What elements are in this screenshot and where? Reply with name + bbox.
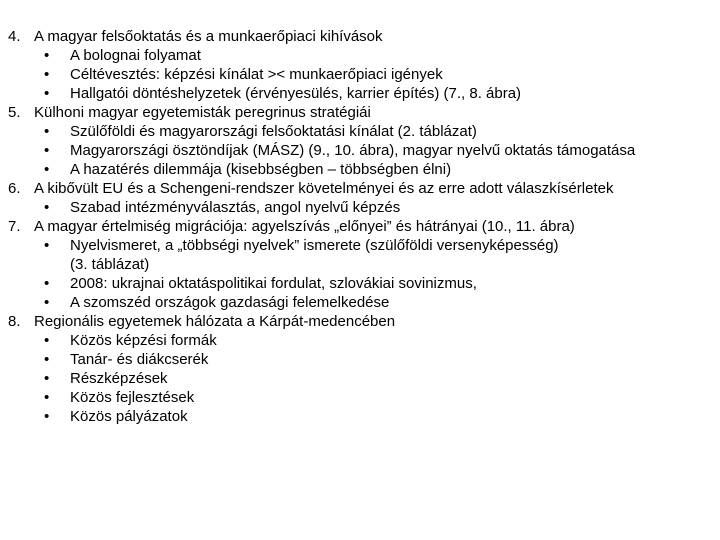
section-number: 6. bbox=[8, 180, 21, 197]
bullet-dot-icon: • bbox=[44, 85, 50, 102]
outline-section bbox=[0, 312, 720, 426]
section-number: 4. bbox=[8, 28, 21, 45]
outline-section bbox=[0, 27, 720, 103]
bullet-text: 2008: ukrajnai oktatáspolitikai fordulat, szlovákiai sovinizmus, bbox=[70, 275, 477, 292]
bullet-list bbox=[0, 122, 720, 179]
bullet-dot-icon: • bbox=[44, 47, 50, 64]
section-title: A magyar értelmiség migrációja: agyelszívás „előnyei” és hátrányai (10., 11. ábra) bbox=[34, 218, 575, 235]
bullet-item bbox=[0, 46, 710, 65]
bullet-item bbox=[0, 65, 710, 84]
bullet-item bbox=[0, 407, 710, 426]
bullet-dot-icon: • bbox=[44, 199, 50, 216]
bullet-dot-icon: • bbox=[44, 275, 50, 292]
bullet-item bbox=[0, 236, 710, 274]
bullet-dot-icon: • bbox=[44, 408, 50, 425]
section-heading bbox=[0, 103, 720, 122]
bullet-dot-icon: • bbox=[44, 351, 50, 368]
bullet-text: Részképzések bbox=[70, 370, 168, 387]
bullet-text: A bolognai folyamat bbox=[70, 47, 201, 64]
bullet-item bbox=[0, 141, 710, 160]
section-heading bbox=[0, 27, 720, 46]
bullet-dot-icon: • bbox=[44, 389, 50, 406]
bullet-item bbox=[0, 388, 710, 407]
bullet-text: Tanár- és diákcserék bbox=[70, 351, 209, 368]
bullet-item bbox=[0, 160, 710, 179]
bullet-dot-icon: • bbox=[44, 332, 50, 349]
bullet-item bbox=[0, 122, 710, 141]
bullet-item bbox=[0, 198, 710, 217]
section-number: 8. bbox=[8, 313, 21, 330]
bullet-text: Céltévesztés: képzési kínálat >< munkaerőpiaci igények bbox=[70, 66, 443, 83]
bullet-list bbox=[0, 236, 720, 312]
section-title: Külhoni magyar egyetemisták peregrinus stratégiái bbox=[34, 104, 371, 121]
bullet-text: Magyarországi ösztöndíjak (MÁSZ) (9., 10. ábra), magyar nyelvű oktatás támogatása bbox=[70, 142, 636, 159]
bullet-list bbox=[0, 198, 720, 217]
bullet-dot-icon: • bbox=[44, 370, 50, 387]
bullet-text: Nyelvismeret, a „többségi nyelvek” ismerete (szülőföldi versenyképesség) (3. táblázat) bbox=[70, 237, 559, 273]
section-number: 7. bbox=[8, 218, 21, 235]
outline-section bbox=[0, 179, 720, 217]
bullet-dot-icon: • bbox=[44, 142, 50, 159]
bullet-item bbox=[0, 274, 710, 293]
outline-list bbox=[0, 27, 720, 426]
bullet-item bbox=[0, 331, 710, 350]
section-heading bbox=[0, 217, 720, 236]
section-title: A magyar felsőoktatás és a munkaerőpiaci kihívások bbox=[34, 28, 383, 45]
bullet-item bbox=[0, 84, 710, 103]
outline-section bbox=[0, 103, 720, 179]
bullet-text: Hallgatói döntéshelyzetek (érvényesülés, karrier építés) (7., 8. ábra) bbox=[70, 85, 522, 102]
bullet-dot-icon: • bbox=[44, 66, 50, 83]
bullet-dot-icon: • bbox=[44, 161, 50, 178]
section-number: 5. bbox=[8, 104, 21, 121]
section-heading bbox=[0, 179, 720, 198]
bullet-text: A szomszéd országok gazdasági felemelkedése bbox=[70, 294, 390, 311]
bullet-text: A hazatérés dilemmája (kisebbségben – többségben élni) bbox=[70, 161, 452, 178]
bullet-list bbox=[0, 331, 720, 426]
section-heading bbox=[0, 312, 720, 331]
bullet-dot-icon: • bbox=[44, 123, 50, 140]
bullet-list bbox=[0, 46, 720, 103]
bullet-item bbox=[0, 350, 710, 369]
section-title: A kibővült EU és a Schengeni-rendszer követelményei és az erre adott válaszkísérletek bbox=[34, 180, 614, 197]
bullet-text: Közös fejlesztések bbox=[70, 389, 195, 406]
bullet-item bbox=[0, 369, 710, 388]
bullet-text: Szabad intézményválasztás, angol nyelvű képzés bbox=[70, 199, 401, 216]
outline-section bbox=[0, 217, 720, 312]
bullet-item bbox=[0, 293, 710, 312]
bullet-text: Közös képzési formák bbox=[70, 332, 217, 349]
bullet-text: Közös pályázatok bbox=[70, 408, 188, 425]
bullet-text: Szülőföldi és magyarországi felsőoktatási kínálat (2. táblázat) bbox=[70, 123, 477, 140]
bullet-dot-icon: • bbox=[44, 294, 50, 311]
section-title: Regionális egyetemek hálózata a Kárpát-medencében bbox=[34, 313, 396, 330]
bullet-dot-icon: • bbox=[44, 237, 50, 254]
